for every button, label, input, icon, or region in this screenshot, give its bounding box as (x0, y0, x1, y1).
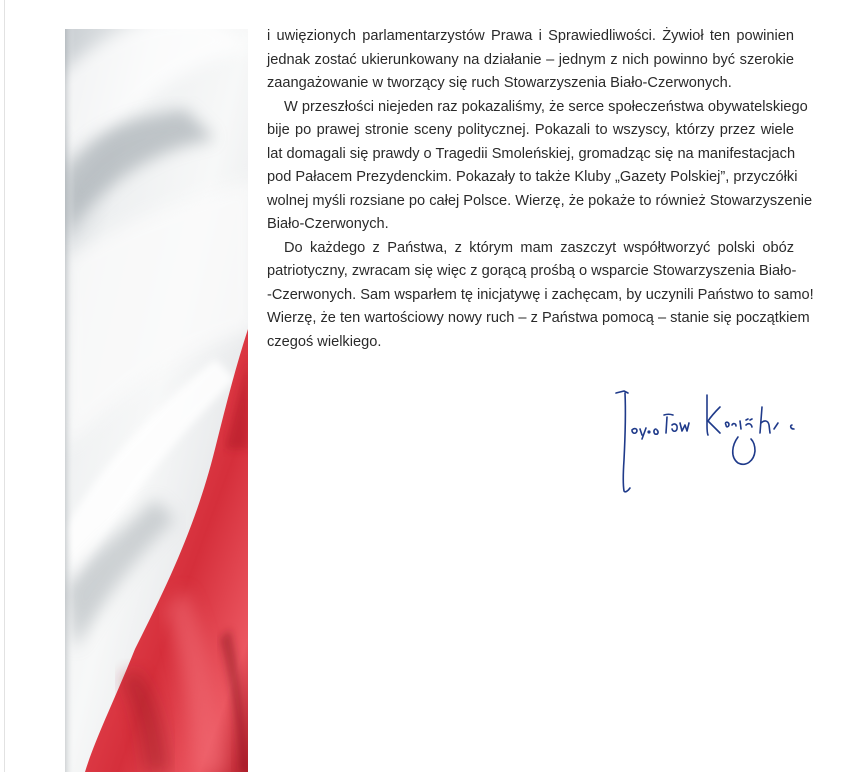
text-line: bije po prawej stronie sceny politycznej. Pokazali to wszyscy, którzy przez wiele (267, 122, 794, 138)
text-line: i uwięzionych parlamentarzystów Prawa i Sprawiedliwości. Żywioł ten powinien (267, 28, 794, 44)
text-line: czegoś wielkiego. (267, 333, 382, 350)
text-line: Wierzę, że ten wartościowy nowy ruch – z Państwa pomocą – stanie się początkiem (267, 310, 810, 326)
text-line: W przeszłości niejeden raz pokazaliśmy, że serce społeczeństwa obywatelskiego (284, 98, 808, 115)
page-border (4, 0, 5, 772)
text-line: Biało-Czerwonych. (267, 216, 389, 232)
text-line: Do każdego z Państwa, z którym mam zaszczyt współtworzyć polski obóz (284, 239, 794, 256)
paragraph-3 (267, 237, 814, 355)
text-line: pod Pałacem Prezydenckim. Pokazały to także Kluby „Gazety Polskiej”, przyczółki (267, 169, 798, 185)
flag-icon (65, 29, 248, 772)
letter-text (267, 25, 814, 354)
polish-flag-image (65, 29, 248, 772)
text-line: -Czerwonych. Sam wsparłem tę inicjatywę i zachęcam, by uczynili Państwo to samo! (267, 286, 814, 303)
text-line: patriotyczny, zwracam się więc z gorącą prośbą o wsparcie Stowarzyszenia Biało- (267, 263, 797, 279)
text-line: lat domagali się prawdy o Tragedii Smoleńskiej, gromadząc się na manifestacjach (267, 145, 796, 162)
text-line: zaangażowanie w tworzący się ruch Stowarzyszenia Biało-Czerwonych. (267, 75, 732, 91)
text-line: wolnej myśli rozsiane po całej Polsce. Wierzę, że pokaże to również Stowarzyszenie (267, 192, 813, 209)
signature-icon (612, 385, 812, 500)
paragraph-1 (267, 25, 794, 96)
text-line: jednak zostać ukierunkowany na działanie – jednym z nich powinno być szerokie (267, 51, 794, 68)
paragraph-2 (267, 96, 813, 237)
signature (612, 385, 812, 500)
